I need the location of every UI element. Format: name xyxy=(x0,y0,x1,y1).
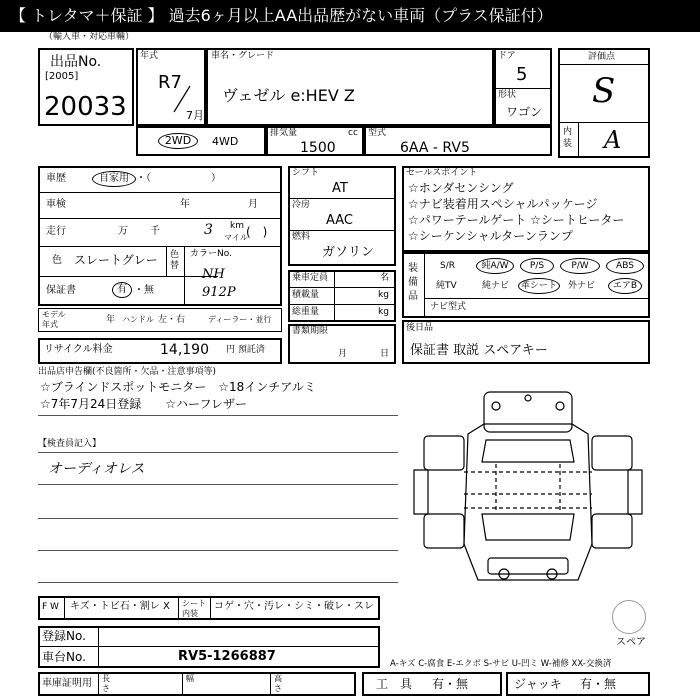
inspector-label: 【検査員記入】 xyxy=(38,439,102,449)
doors-value: 5 xyxy=(516,64,528,85)
doors-divider xyxy=(494,88,552,89)
equip-aw: 純A/W xyxy=(476,258,514,274)
recycle-value: 14,190 xyxy=(160,342,209,358)
sales-label: セールスポイント xyxy=(406,168,478,178)
fw-text1: キズ・トビ石・割レ X xyxy=(70,601,170,612)
deadline-label: 書類期限 xyxy=(292,326,329,336)
warranty-yes: 有 xyxy=(112,282,132,298)
drive-2wd: 2WD xyxy=(158,133,198,149)
shift-label: シフト xyxy=(292,168,320,178)
sub-header: （輸入車・対応車輛） xyxy=(44,32,135,42)
reg-div xyxy=(98,626,99,668)
equip-ext-navi: 外ナビ xyxy=(568,281,596,291)
fuel-value: ガソリン xyxy=(322,245,375,260)
car-diagram xyxy=(408,384,648,594)
year-label: 年式 xyxy=(140,51,159,61)
chassis-value: RV5-1266887 xyxy=(178,649,276,664)
li-line3 xyxy=(38,246,282,247)
deadline-day: 日 xyxy=(380,349,390,359)
warranty-label: 保証書 xyxy=(46,285,76,296)
fuel-label: 燃料 xyxy=(292,232,311,242)
warranty-no: ・無 xyxy=(134,285,154,296)
lot-number: 20033 xyxy=(44,92,127,122)
li-line4 xyxy=(38,276,218,277)
fw-div3 xyxy=(210,596,211,620)
inspection-label: 車検 xyxy=(46,199,66,210)
color-div1 xyxy=(166,246,167,276)
equip-navi: 純ナビ xyxy=(482,281,510,291)
model-value: ヴェゼル e:HEV Z xyxy=(222,86,355,105)
model-year-dealer: ディーラー・並行 xyxy=(208,315,272,324)
insp-rule xyxy=(38,452,398,453)
shape-label: 形状 xyxy=(498,90,517,100)
li-line1 xyxy=(38,192,282,193)
legend: A-キズ C-腐食 E-エクボ S-サビ U-凹ミ W-補修 XX-交換済 xyxy=(390,659,612,669)
type-label: 型式 xyxy=(368,128,387,138)
year-value: R7 xyxy=(158,72,182,93)
model-year-handle-label: ハンドル xyxy=(122,315,154,324)
fw-seat-label: シート内装 xyxy=(182,599,206,618)
recycle-unit: 円 預託済 xyxy=(226,345,265,355)
aircon-label: 冷房 xyxy=(292,200,311,210)
history-rest: ・（ ） xyxy=(136,173,221,184)
insp-rule xyxy=(38,484,398,485)
cert-height: 高さ xyxy=(274,674,282,693)
equipment-label: 装備品 xyxy=(408,263,418,302)
cert-div2 xyxy=(182,672,183,696)
inspector-text: オーディオレス xyxy=(48,461,145,477)
navi-type-label: ナビ型式 xyxy=(430,302,467,312)
insp-rule xyxy=(38,550,398,551)
model-year-year: 年 xyxy=(106,315,116,325)
color-code-label: カラーNo. xyxy=(190,249,232,259)
mileage-sen: 千 xyxy=(150,226,160,237)
history-private: 自家用 xyxy=(92,171,136,187)
sales-item: ☆ナビ装着用スペシャルパッケージ xyxy=(408,197,598,211)
capacity-unit: 名 xyxy=(380,273,390,283)
shape-value: ワゴン xyxy=(506,105,543,119)
mi-line1 xyxy=(288,198,396,199)
tools-value: 有・無 xyxy=(432,677,469,691)
color-label: 色 xyxy=(52,255,62,266)
doors-label: ドア xyxy=(498,51,516,61)
equip-ps: P/S xyxy=(520,258,554,274)
sales-item: ☆パワーテールゲート ☆シートヒーター xyxy=(408,213,625,227)
notes-line: ☆7年7月24日登録 ☆ハーフレザー xyxy=(40,397,247,411)
score-line2 xyxy=(558,122,650,123)
load-unit: kg xyxy=(378,290,389,300)
spec-line1 xyxy=(288,287,396,288)
fw-label: F W xyxy=(42,602,59,612)
mileage-label: 走行 xyxy=(46,226,66,237)
notes-rule xyxy=(38,415,398,416)
history-label: 車歴 xyxy=(46,173,66,184)
tools-label: 工 具 xyxy=(376,677,413,691)
year-month: 7月 xyxy=(186,109,204,122)
displacement-label: 排気量 xyxy=(270,128,298,138)
color-div2 xyxy=(184,246,185,306)
mileage-value: 3 xyxy=(204,222,213,238)
capacity-label: 乗車定員 xyxy=(292,273,329,283)
jack-value: 有・無 xyxy=(580,677,617,691)
lot-year-code: [2005] xyxy=(45,71,79,82)
cert-length: 長さ xyxy=(102,674,110,693)
drive-box xyxy=(136,126,266,156)
spare-label: スペア xyxy=(616,637,646,648)
deadline-month: 月 xyxy=(338,349,348,359)
interior-divider xyxy=(578,122,579,158)
color-value: スレートグレー xyxy=(74,253,158,267)
mileage-unit-mile: マイル xyxy=(224,233,248,242)
equip-tv: 純TV xyxy=(436,281,457,291)
spec-line2 xyxy=(288,304,396,305)
color-change-label: 色替 xyxy=(170,250,180,271)
jack-label: ジャッキ xyxy=(514,677,562,691)
cert-div1 xyxy=(98,672,99,696)
sales-item: ☆ホンダセンシング xyxy=(408,181,514,195)
equip-leather: 革シート xyxy=(518,278,560,294)
interior-label: 内装 xyxy=(563,127,573,149)
spec-div xyxy=(334,270,335,322)
fw-div1 xyxy=(64,596,65,620)
cert-width: 幅 xyxy=(186,674,194,683)
cert-div3 xyxy=(270,672,271,696)
type-value: 6AA - RV5 xyxy=(400,140,470,156)
equip-abs: ABS xyxy=(606,258,644,274)
mi-line2 xyxy=(288,230,396,231)
equip-line xyxy=(424,298,650,299)
mileage-paren: ( ) xyxy=(246,225,268,239)
mileage-unit-km: km xyxy=(230,221,244,231)
lot-label: 出品No. xyxy=(50,54,102,70)
equip-sr: S/R xyxy=(440,261,455,271)
model-year-handle: 左・右 xyxy=(158,315,186,325)
equip-pw: P/W xyxy=(560,258,600,274)
equip-airbag: エアB xyxy=(608,278,642,294)
fw-text2: コゲ・穴・汚レ・シミ・破レ・スレ xyxy=(214,601,374,612)
sales-item: ☆シーケンシャルターンランプ xyxy=(408,229,573,243)
recycle-label: リサイクル料金 xyxy=(44,344,113,355)
score-value: S xyxy=(592,71,616,111)
later-label: 後日品 xyxy=(406,323,434,333)
equip-div xyxy=(424,252,425,318)
aircon-value: AAC xyxy=(326,213,353,228)
interior-value: A xyxy=(604,126,622,154)
li-line2 xyxy=(38,218,282,219)
model-year-label: モデル年式 xyxy=(42,310,66,329)
weight-label: 総重量 xyxy=(292,307,320,317)
inspection-month: 月 xyxy=(248,199,258,210)
insp-rule xyxy=(38,518,398,519)
model-label: 車名・グレード xyxy=(211,51,275,61)
insp-rule xyxy=(38,582,398,583)
score-label: 評価点 xyxy=(588,52,616,62)
score-line1 xyxy=(558,64,650,65)
shift-value: AT xyxy=(332,181,348,196)
displacement-unit: cc xyxy=(348,128,358,138)
later-value: 保証書 取説 スペアキー xyxy=(410,343,548,358)
load-label: 積載量 xyxy=(292,290,320,300)
banner-text: 【 トレタマ＋保証 】 過去6ヶ月以上AA出品歴がない車両（プラス保証付） xyxy=(10,6,553,25)
cert-label: 車庫証明用 xyxy=(42,678,92,689)
chassis-label: 車台No. xyxy=(42,650,86,664)
fw-div2 xyxy=(178,596,179,620)
displacement-value: 1500 xyxy=(300,140,336,156)
reg-line xyxy=(38,646,380,647)
notes-label: 出品店申告欄(不良箇所・欠品・注意事項等) xyxy=(38,367,217,377)
drive-4wd: 4WD xyxy=(212,135,239,148)
color-code: NH 912P xyxy=(202,267,236,300)
spare-tire-icon xyxy=(612,600,646,634)
registration-label: 登録No. xyxy=(42,629,86,643)
notes-line: ☆ブラインドスポットモニター ☆18インチアルミ xyxy=(40,380,316,394)
inspection-year: 年 xyxy=(180,199,190,210)
mileage-man: 万 xyxy=(118,226,128,237)
weight-unit: kg xyxy=(378,307,389,317)
